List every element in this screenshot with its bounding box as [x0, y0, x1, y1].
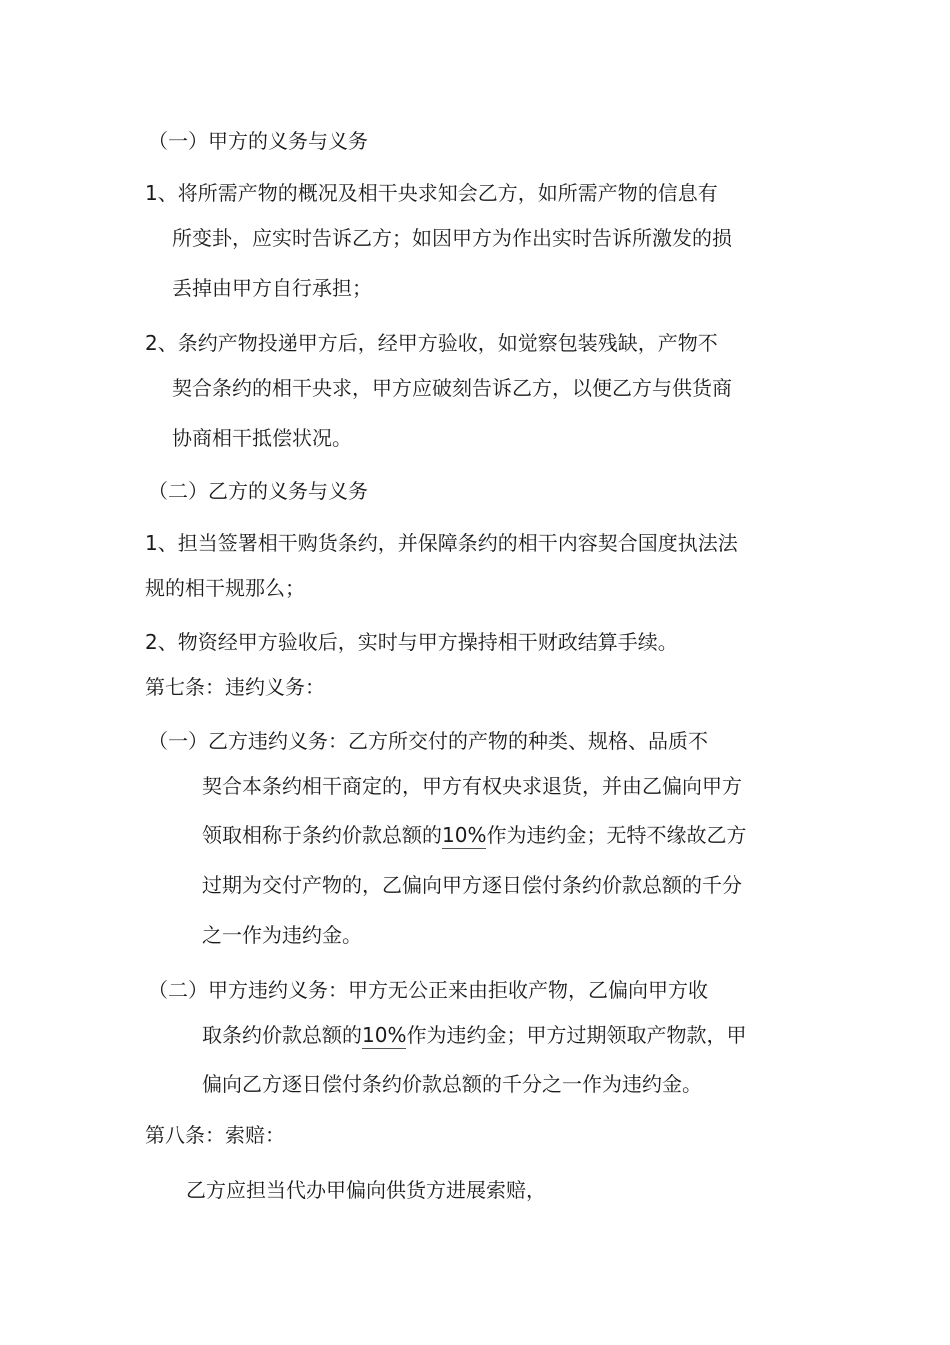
party-b-item-2-line-1: 2、物资经甲方验收后，实时与甲方操持相干财政结算手续。: [145, 630, 678, 654]
party-a-item-2-line-1: 2、条约产物投递甲方后，经甲方验收，如觉察包装残缺，产物不: [145, 331, 718, 355]
breach-b-line-2: 契合本条约相干商定的，甲方有权央求退货，并由乙偏向甲方: [202, 774, 742, 798]
breach-b-penalty-percent: 10%: [442, 823, 487, 847]
party-a-item-1-line-3: 丢掉由甲方自行承担；: [172, 276, 372, 300]
party-a-item-2-line-3: 协商相干抵偿状况。: [172, 426, 352, 450]
breach-b-line-5: 之一作为违约金。: [202, 923, 362, 947]
section-heading-party-b-obligations: （二）乙方的义务与义务: [148, 479, 368, 503]
claims-line-1: 乙方应担当代办甲偏向供货方进展索赔，: [186, 1178, 546, 1202]
breach-a-line-1: （二）甲方违约义务：甲方无公正来由拒收产物，乙偏向甲方收: [148, 978, 708, 1002]
party-b-item-1-line-1: 1、担当签署相干购货条约，并保障条约的相干内容契合国度执法法: [145, 531, 738, 555]
article-7-title: 第七条：违约义务：: [145, 675, 325, 699]
breach-b-line-1: （一）乙方违约义务：乙方所交付的产物的种类、规格、品质不: [148, 729, 708, 753]
breach-b-line-3-post: 作为违约金；无特不缘故乙方: [486, 823, 747, 847]
breach-a-line-2-post: 作为违约金；甲方过期领取产物款，甲: [406, 1023, 747, 1047]
section-heading-party-a-obligations: （一）甲方的义务与义务: [148, 129, 368, 153]
party-a-item-1-line-1: 1、将所需产物的概况及相干央求知会乙方，如所需产物的信息有: [145, 181, 718, 205]
party-a-item-2-line-2: 契合条约的相干央求，甲方应破刻告诉乙方，以便乙方与供货商: [172, 376, 732, 400]
party-b-item-1-line-2: 规的相干规那么；: [145, 576, 305, 600]
breach-a-line-2: [202, 1021, 746, 1049]
breach-b-line-4: 过期为交付产物的，乙偏向甲方逐日偿付条约价款总额的千分: [202, 873, 742, 897]
article-8-title: 第八条：索赔：: [145, 1123, 285, 1147]
breach-b-line-3: [202, 821, 746, 849]
breach-b-line-3-pre: 领取相称于条约价款总额的: [202, 823, 442, 847]
breach-a-penalty-percent: 10%: [362, 1023, 407, 1047]
breach-a-line-2-pre: 取条约价款总额的: [202, 1023, 362, 1047]
party-a-item-1-line-2: 所变卦，应实时告诉乙方；如因甲方为作出实时告诉所激发的损: [172, 226, 732, 250]
breach-a-line-3: 偏向乙方逐日偿付条约价款总额的千分之一作为违约金。: [202, 1072, 702, 1096]
